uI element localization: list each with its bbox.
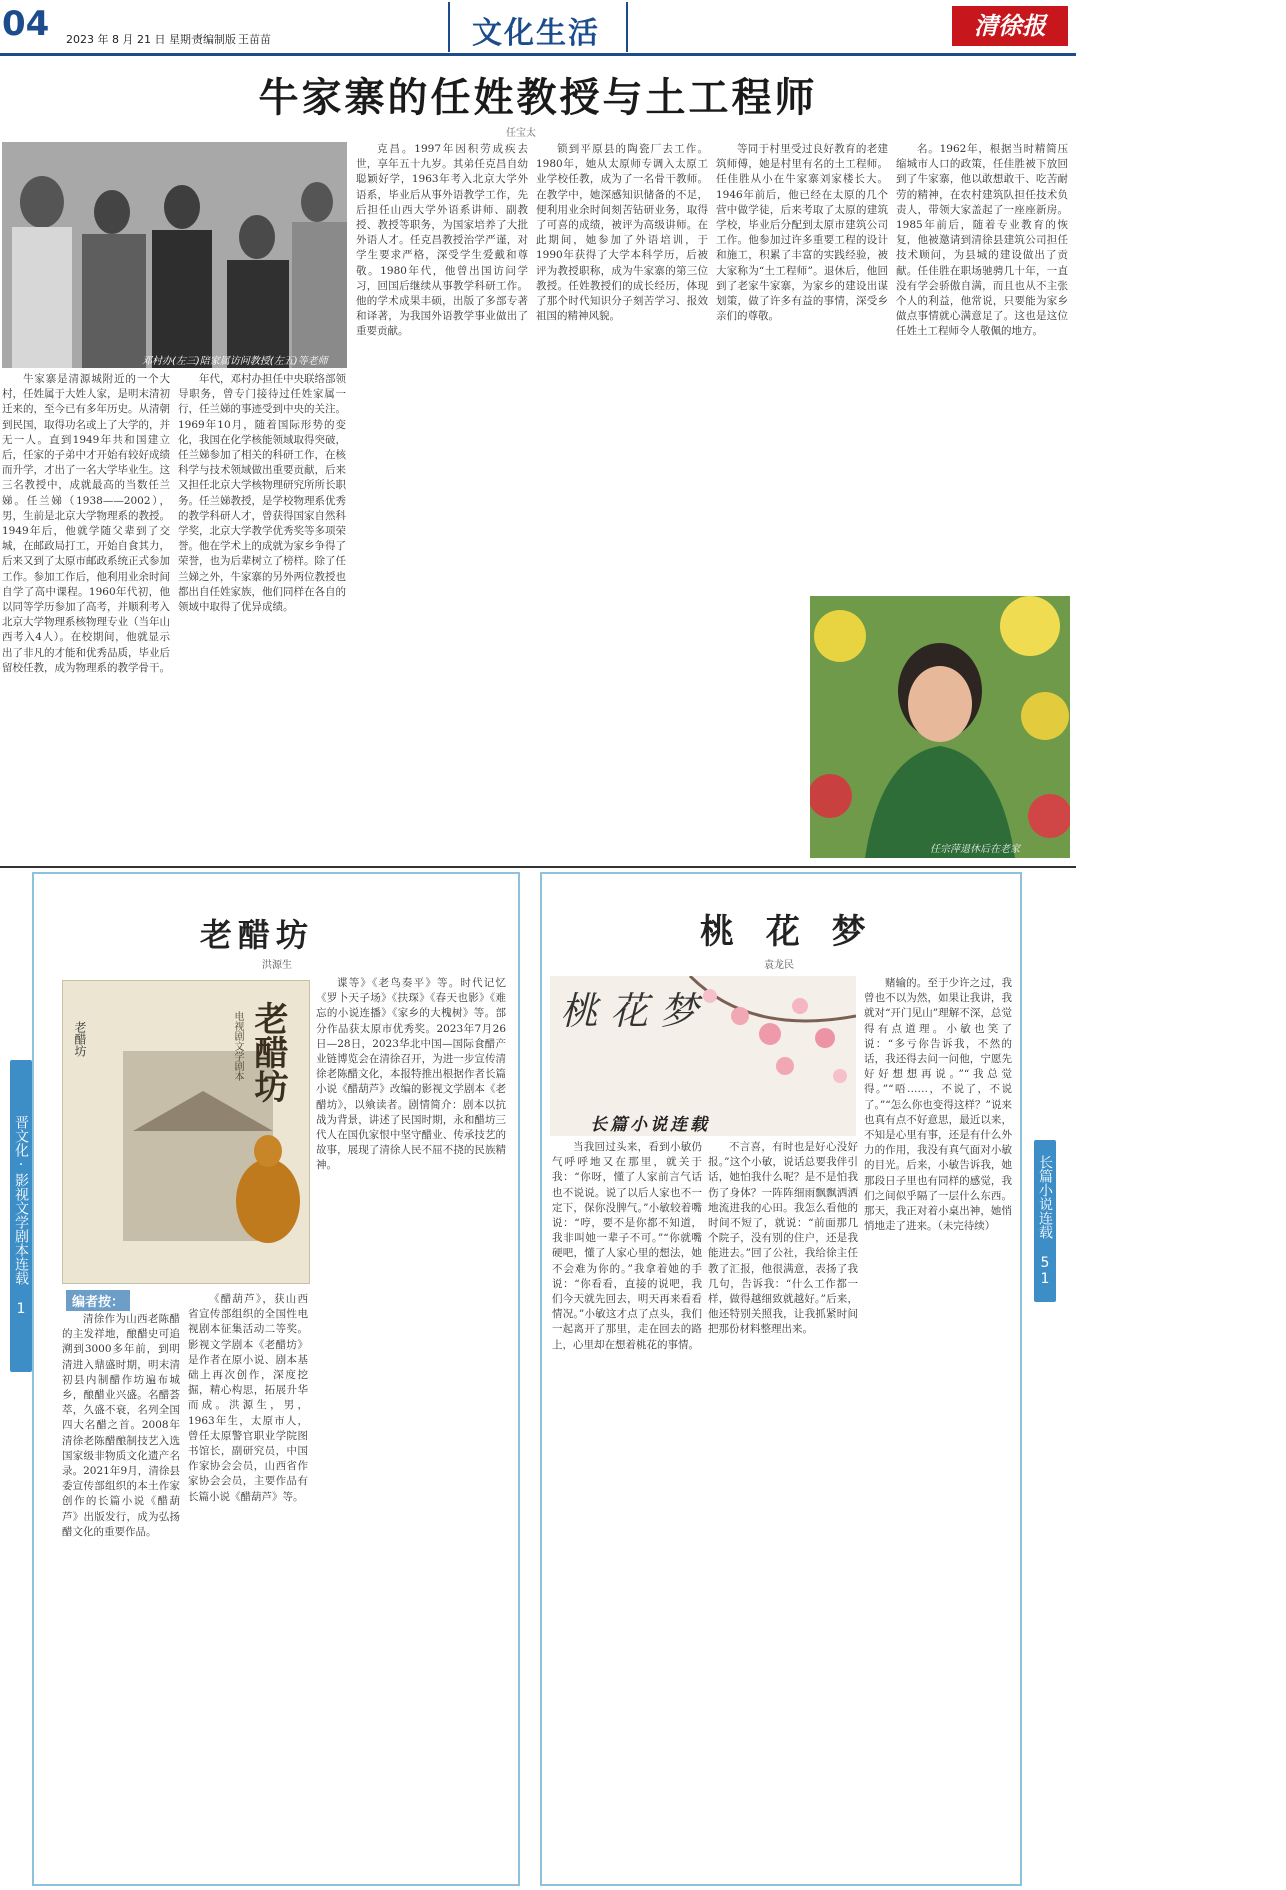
- left-col-c-text: 谍等》《老鸟奏平》等。时代记忆《罗卜天子场》《扶琛》《春天也影》《难忘的小说连播》《家乡的大槐树》等。部分作品获太原市优秀奖。2023年7月26日—28日，2023华北中国—国际食醋产业链博览会在清徐召开，为进一步宣传清徐老陈醋文化，本报特推出根据作者长篇小说《醋葫芦》改编的影视文学剧本《老醋坊》，以飨读者。剧情简介：剧本以抗战为背景，讲述了民国时期，永和醋坊三代人在国仇家恨中坚守醋业、传承技艺的故事，展现了清徐人民不屈不挠的民族精神。: [316, 977, 506, 1172]
- left-serial-author: 洪源生: [262, 960, 292, 971]
- editor-name: 王苗苗: [238, 33, 271, 46]
- article-col-5b: [716, 594, 804, 856]
- left-col-a-text: 清徐作为山西老陈醋的主发祥地，酿醋史可追溯到3000多年前，到明清进入鼎盛时期，明末清初县内制醋作坊遍布城乡，酿醋业兴盛。名醋荟萃，久盛不衰，名列全国四大名醋之首。2008年清徐老陈醋酿制技艺入选国家级非物质文化遗产名录。2021年9月，清徐县委宣传部组织的本土作家创作的长篇小说《醋葫芦》出版发行，成为弘扬醋文化的重要作品。: [62, 1313, 180, 1538]
- book-subtitle: 电视剧文学剧本: [232, 1011, 243, 1081]
- article-col-6: [896, 142, 1068, 590]
- article-col-4: [536, 142, 708, 856]
- photo1-caption: 邓村办(左三)陪家属访问教授(左五)等老师: [142, 356, 328, 367]
- book-cover: [62, 980, 310, 1284]
- article-col-3: [356, 142, 528, 856]
- left-serial-title: 老醋坊: [200, 916, 315, 954]
- photo1-figures: [2, 142, 347, 368]
- banner-title: 桃 花 梦: [560, 989, 699, 1033]
- editor-label: 责编制版: [192, 33, 236, 46]
- photo2-scene: [810, 596, 1070, 858]
- article-author: 任宝太: [506, 128, 536, 139]
- article-col-4-text: 锁到平原县的陶瓷厂去工作。1980年，她从太原师专调入太原工业学校任教，成为了一名骨干教师。在教学中，她深感知识储备的不足，便利用业余时间刻苦钻研业务，取得了可喜的成绩，被评为高级讲师。在此期间，她参加了外语培训，于1990年获得了大学本科学历，后被评为教授职称，成为牛家寨的第三位教授。任姓教授们的成长经历，体现了那个时代知识分子刻苦学习、报效祖国的精神风貌。: [536, 143, 708, 323]
- article-col-1: [2, 372, 170, 856]
- issue-date: 2023 年 8 月 21 日 星期一: [66, 33, 202, 46]
- book-main-title: 老醋坊: [248, 1001, 288, 1103]
- right-col-c: [864, 976, 1012, 1876]
- left-col-a: [62, 1312, 180, 1878]
- left-col-b: [188, 1292, 308, 1878]
- section-divider: [0, 866, 1076, 868]
- section-title: 文化生活: [472, 16, 600, 51]
- article-col-6-text: 名。1962年，根据当时精简压缩城市人口的政策，任佳胜被下放回到了牛家寨，他以敢想敢干、吃苦耐劳的精神，在农村建筑队担任技术负责人，带领大家盖起了一座座新房。1985年前后，随着专业教育的恢复，他被邀请到清徐县建筑公司担任技术顾问，为县城的建设做出了贡献。任佳胜在职场驰骋几十年，一直没有学会骄傲自满，而且也从不主张个人的利益，他常说，只要能为家乡做点事情就心满意足了。这也是这位任姓土工程师令人敬佩的地方。: [896, 143, 1068, 338]
- portrait-photo: [810, 596, 1070, 858]
- novel-banner: [550, 976, 856, 1136]
- article-title: 牛家寨的任姓教授与土工程师: [258, 74, 818, 121]
- historic-photo: [2, 142, 347, 368]
- article-col-1-text: 牛家寨是清源城附近的一个大村，任姓属于大姓人家，是明末清初迁来的，至今已有多年历史。从清朝到民国，取得功名或上了大学的，并无一人。直到1949年共和国建立后，任家的子弟中才开始有较好成绩而升学，才出了一名大学毕业生。这三名教授中，成就最高的当数任兰娣。任兰娣（1938——2002），男，生前是北京大学物理系的教授。1949年后，他就学随父辈到了交城，在邮政局打工，开始自食其力，后来又到了太原市邮政系统正式参加工作。参加工作后，他利用业余时间自学了高中课程。1960年代初，他以同等学历参加了高考，并顺利考入北京大学物理系核物理专业（当年山西考入4人）。在校期间，他就显示出了非凡的才能和优秀品质，毕业后留校任教，成为物理系的教学骨干。: [2, 373, 170, 674]
- right-serial-author: 袁龙民: [764, 960, 794, 971]
- header-rule: [0, 53, 1076, 56]
- right-col-b-text: 不言喜，有时也是好心没好报。”这个小敏，说话总要我伴引话，她怕我什么呢？是不是怕我伤了身体？一阵阵细雨飘飘洒洒地流进我的心田。我怎么看他的时间不短了，就说：“前面那几个院子，没有别的住户，还是我能进去。”回了公社，我给徐主任教了汇报，他很满意，表扬了我几句，告诉我：“什么工作都一样，做得越细致就越好。”后来，他还特别关照我，让我抓紧时间把那份材料整理出来。: [708, 1141, 858, 1336]
- serial-tab-left: 晋文化·影视文学剧本连载 1: [10, 1060, 32, 1372]
- article-col-2-text: 年代，邓村办担任中央联络部领导职务，曾专门接待过任姓家属一行，任兰娣的事迹受到中央的关注。1969年10月，随着国际形势的变化，我国在化学核能领域取得突破，任兰娣参加了相关的科研工作，在核科学与技术领域做出重要贡献，后来又担任北京大学核物理研究所所长职务。任兰娣教授，是学校物理系优秀的教学科研人才，曾获得国家自然科学奖，北京大学教学优秀奖等多项荣誉。他在学术上的成就为家乡争得了荣誉，也为后辈树立了榜样。除了任兰娣之外，牛家寨的另外两位教授也都出自任姓家族，他们同样在各自的领域中取得了优异成绩。: [178, 373, 346, 614]
- banner-subtitle: 长篇小说连载: [590, 1115, 710, 1135]
- serial-tab-right: 长篇小说连载 51: [1034, 1140, 1056, 1302]
- left-col-b-text: 《醋葫芦》，获山西省宣传部组织的全国性电视剧本征集活动二等奖。影视文学剧本《老醋坊》是作者在原小说、剧本基础上再次创作，深度挖掘，精心构思，拓展升华而成。洪源生，男，1963年生，太原市人，曾任太原警官职业学院图书馆长，副研究员，中国作家协会会员，山西省作家协会会员，主要作品有长篇小说《醋葫芦》等。: [188, 1293, 308, 1503]
- paper-logo: [952, 6, 1068, 46]
- right-col-b: [708, 1140, 858, 1876]
- right-serial-title: 桃 花 梦: [700, 912, 876, 952]
- article-col-2: [178, 372, 346, 856]
- article-col-5-text: 等同于村里受过良好教育的老建筑师傅，她是村里有名的土工程师。任佳胜从小在牛家寨刘家楼长大。1946年前后，他已经在太原的几个营中做学徒，后来考取了太原的建筑学校，毕业后分配到太原市建筑公司工作。他参加过许多重要工程的设计和施工，积累了丰富的实践经验，被大家称为“土工程师”。退休后，他回到了老家牛家寨，为家乡的建设出谋划策，做了许多有益的事情，深受乡亲们的尊敬。: [716, 143, 888, 323]
- right-col-c-text: 赌输的。至于少许之过，我曾也不以为然，如果让我讲，我就对“开门见山”理解不深，总觉得有点道理。小敏也笑了说：“多亏你告诉我，不然的话，我还得去问一问他，宁愿先好好想想再说。”“我总觉得。”“唔……，不说了，不说了。”“怎么你也变得这样？”说来也真有点不好意思，最近以来，不知是心里有事，还是有什么外力的作用，我没有真气面对小敏的目光。后来，小敏告诉我，她那段日子里也有同样的感觉，我们之间似乎隔了一层什么东西。那天，我正对着小桌出神，她悄悄地走了进来。（未完待续）: [864, 977, 1012, 1233]
- right-col-a: [552, 1140, 702, 1876]
- book-spine-title: 老醋坊: [73, 1021, 87, 1057]
- page-number: 04: [2, 4, 50, 44]
- article-col-3-text: 克昌。1997年因积劳成疾去世，享年五十九岁。其弟任克昌自幼聪颖好学，1963年考入北京大学外语系，毕业后从事外语教学工作，先后担任山西大学外语系讲师、副教授、教授等职务，为国家培养了大批外语人才。任克昌教授治学严谨，对学生要求严格，深受学生爱戴和尊敬。1980年代，他曾出国访问学习，回国后继续从事教学科研工作。他的学术成果丰硕，出版了多部专著和译著，为我国外语教学事业做出了重要贡献。: [356, 143, 528, 338]
- editor-note-label: 编者按：: [66, 1290, 130, 1311]
- article-col-5: [716, 142, 888, 590]
- paper-name: 清徐报: [974, 11, 1046, 40]
- photo2-caption: 任宗萍退休后在老家: [930, 844, 1020, 855]
- left-col-c: [316, 976, 506, 1876]
- right-col-a-text: 当我回过头来，看到小敏仍气呼呼地又在那里，就关于我：“你呀，懂了人家前言气话也不说说。说了以后人家也不一定下，保你没脾气。”小敏较着嘴说：“哼，要不是你都不知道，我非叫她一辈子不可。”“你就嘴硬吧，懂了人家心里的想法，她不会难为你的。”我拿着她的手说：“你看看，直接的说吧，我们今天就先回去，明天再来看看情况。”小敏这才点了点头，我们一起离开了那里，走在回去的路上，心里却在想着桃花的事情。: [552, 1141, 702, 1351]
